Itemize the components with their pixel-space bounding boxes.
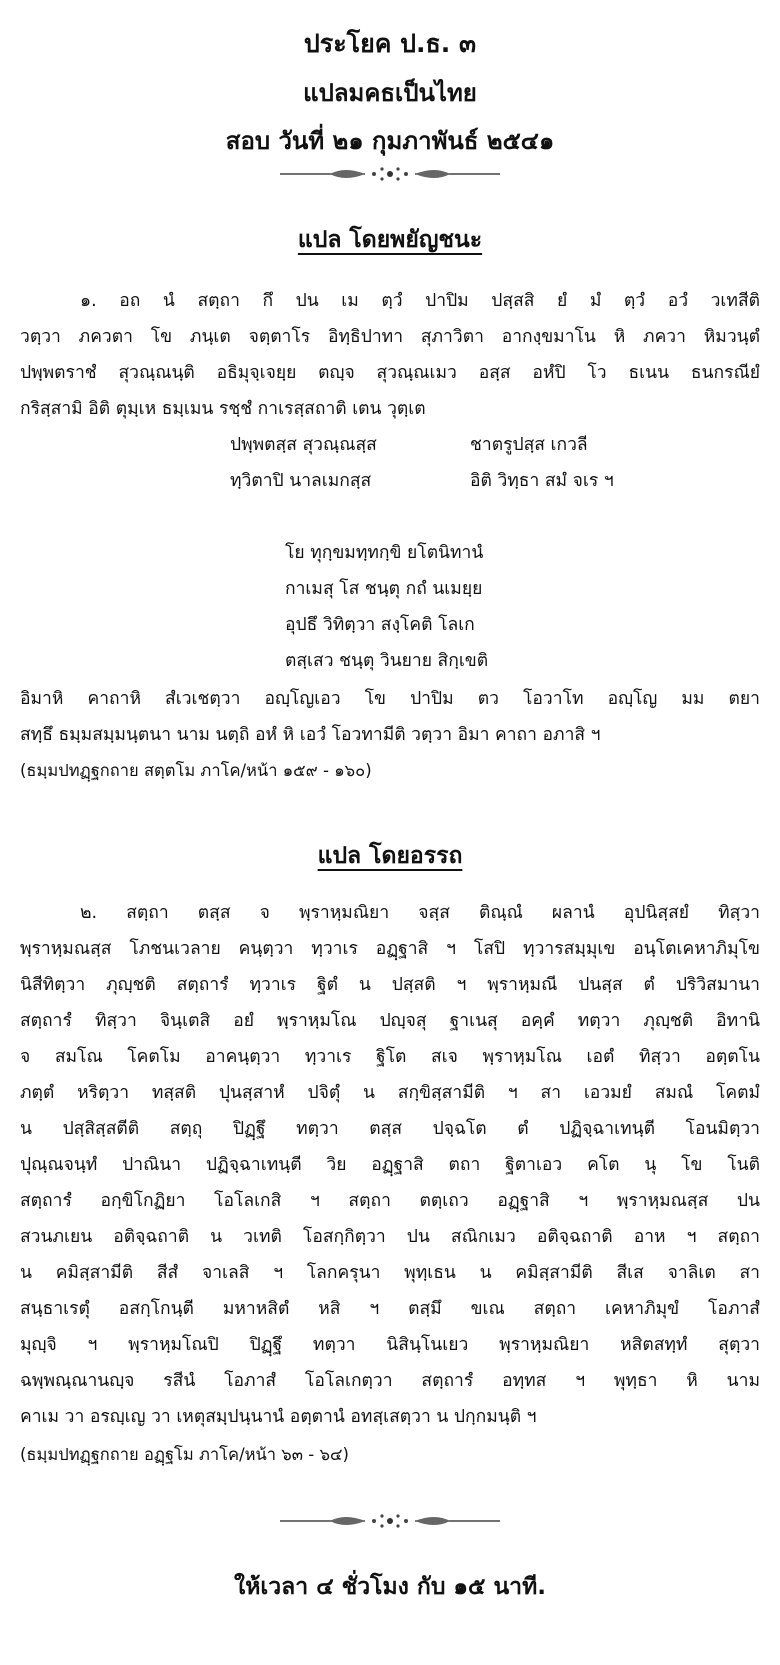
passage-line: สตฺถารํ ทิสฺวา จินฺเตสิ อยํ พฺราหฺมโณ ปญฺจสุ ฐาเนสุ อคฺคํ ทตฺวา ภุญฺชติ อิทานิ (20, 1011, 760, 1031)
verse-line: โย ทุกฺขมทฺทกฺขิ ยโตนิทานํ (285, 543, 484, 563)
passage-line: อิมาหิ คาถาหิ สํเวเชตฺวา อญฺโญเอว โข ปาปิม ตว โอวาโท อญฺโญ มม ตยา (20, 689, 760, 709)
passage-line: มุญฺจิ ฯ พฺราหฺมโณปิ ปิฏฺฐึ ทตฺวา นิสินฺโนเยว พฺราหฺมณิยา หสิตสทฺทํ สุตฺวา (20, 1335, 760, 1355)
passage-line: พฺราหฺมณสฺส โภชนเวลาย คนฺตฺวา ทฺวาเร อฏฺฐาสิ ฯ โสปิ ทฺวารสมฺมุเข อนฺโตเคหาภิมุโข (20, 939, 760, 959)
passage-line: ปพฺพตราชํ สุวณฺณนฺติ อธิมุจฺเจยฺย ตญฺจ สุวณฺณเมว อสฺส อหํปิ โว ธเนน ธนกรณียํ (20, 363, 760, 383)
time-allowed-note: ให้เวลา ๔ ชั่วโมง กับ ๑๕ นาที. (234, 1574, 546, 1600)
passage-line: น คมิสฺสามีติ สีสํ จาเลสิ ฯ โลกครุนา พุทฺเธน น คมิสฺสามีติ สีเส จาลิเต สา (20, 1263, 760, 1283)
passage-line: ๑. อถ นํ สตฺถา กึ ปน เม ตฺวํ ปาปิม ปสฺสสิ ยํ มํ ตฺวํ อวํ วเทสีติ (80, 291, 760, 311)
verse-line: ทฺวิตาปิ นาลเมกสฺส (230, 471, 372, 491)
passage-line: สตฺถารํ อกฺขิโกฏิยา โอโลเกสิ ฯ สตฺถา ตตฺเถว อฏฺฐาสิ ฯ พฺราหฺมณสฺส ปน (20, 1191, 760, 1211)
passage-line: ปุณฺณจนฺทํ ปาณินา ปฏิจฺฉาเทนฺตี วิย อฏฺฐาสิ ตถา ฐิตาเอว คโต นุ โข โนติ (20, 1155, 760, 1175)
citation-1: (ธมฺมปทฏฺฐกถาย สตฺตโม ภาโค/หน้า ๑๕๙ - ๑๖๐) (20, 761, 372, 780)
verse-line: ปพฺพตสฺส สุวณฺณสฺส (230, 435, 377, 455)
citation-2: (ธมฺมปทฏฺฐกถาย อฏฺฐโม ภาโค/หน้า ๖๓ - ๖๔) (20, 1445, 349, 1464)
passage-line: กริสฺสามิ อิติ ตุมฺเห ธมฺเมน รชฺชํ กาเรสฺสถาติ เตน วุตฺเต (20, 399, 426, 419)
section-title-literal: แปล โดยพยัญชนะ (297, 227, 483, 253)
passage-line: วตฺวา ภควตา โข ภนฺเต จตฺตาโร อิทฺธิปาทา สุภาวิตา อากงฺขมาโน หิ ภควา หิมวนฺตํ (20, 327, 760, 347)
exam-date-heading: สอบ วันที่ ๒๑ กุมภาพันธ์ ๒๕๔๑ (225, 127, 555, 155)
ornament-divider-bottom (270, 1510, 510, 1532)
passage-1 (20, 283, 760, 427)
verse-line: กาเมสุ โส ชนฺตุ กถํ นเมยฺย (285, 579, 483, 599)
ornament-divider-top (270, 163, 510, 185)
exam-level-heading: ประโยค ป.ธ. ๓ (303, 29, 477, 58)
verse-line: ชาตรูปสฺส เกวลี (470, 435, 588, 455)
passage-line: นิสีทิตฺวา ภุญฺชติ สตฺถารํ ทฺวาเร ฐิตํ น ปสฺสติ ฯ พฺราหฺมณี ปนสฺส ตํ ปริวิสมานา (20, 975, 760, 995)
passage-line: สนฺธาเรตุํ อสกฺโกนฺตี มหาหสิตํ หสิ ฯ ตสฺมึ ขเณ สตฺถา เคหาภิมุขํ โอภาสํ (20, 1299, 760, 1319)
passage-line: จ สมโณ โคตโม อาคนฺตฺวา ทฺวาเร ฐิโต สเจ พฺราหฺมโณ เอตํ ทิสฺวา อตฺตโน (20, 1047, 760, 1067)
passage-2 (20, 895, 760, 1435)
passage-1-continued (20, 681, 760, 753)
verse-line: อุปธึ วิทิตฺวา สงฺโคติ โลเก (285, 615, 475, 635)
exam-subject-heading: แปลมคธเป็นไทย (303, 79, 477, 107)
verse-line: อิติ วิทฺธา สมํ จเร ฯ (470, 471, 614, 491)
passage-line: น ปสฺสิสฺสตีติ สตฺถุ ปิฏฺฐึ ทตฺวา ตสฺส ปจฺฉโต ตํ ปฏิจฺฉาเทนฺตี โอนมิตฺวา (20, 1119, 760, 1139)
passage-line: ๒. สตฺถา ตสฺส จ พฺราหฺมณิยา จสฺส ติณฺณํ ผลานํ อุปนิสฺสยํ ทิสฺวา (80, 903, 760, 923)
passage-line: สวนภเยน อติจฺฉถาติ น วเทติ โอสกฺกิตฺวา ปน สณิกเมว อติจฺฉถาติ อาห ฯ สตฺถา (20, 1227, 760, 1247)
passage-line: ภตฺตํ หริตฺวา ทสฺสติ ปุนสฺสาหํ ปจิตุํ น สกฺขิสฺสามีติ ฯ สา เอวมยํ สมณํ โคตมํ (20, 1083, 760, 1103)
verse-line: ตสฺเสว ชนฺตุ วินยาย สิกฺเขติ (285, 651, 489, 671)
section-title-meaning: แปล โดยอรรถ (317, 843, 463, 869)
passage-line: สทฺธึ ธมฺมสมฺมนฺตนา นาม นตฺถิ อหํ หิ เอวํ โอวทามีติ วตฺวา อิมา คาถา อภาสิ ฯ (20, 725, 601, 745)
passage-line: คาเม วา อรญฺเญ วา เหตุสมฺปนฺนานํ อตฺตานํ อทสฺเสตฺวา น ปกฺกมนฺติ ฯ (20, 1407, 537, 1427)
passage-line: ฉพฺพณฺณานญฺจ รสีนํ โอภาสํ โอโลเกตฺวา สตฺถารํ อทฺทส ฯ พุทฺธา หิ นาม (20, 1371, 760, 1391)
